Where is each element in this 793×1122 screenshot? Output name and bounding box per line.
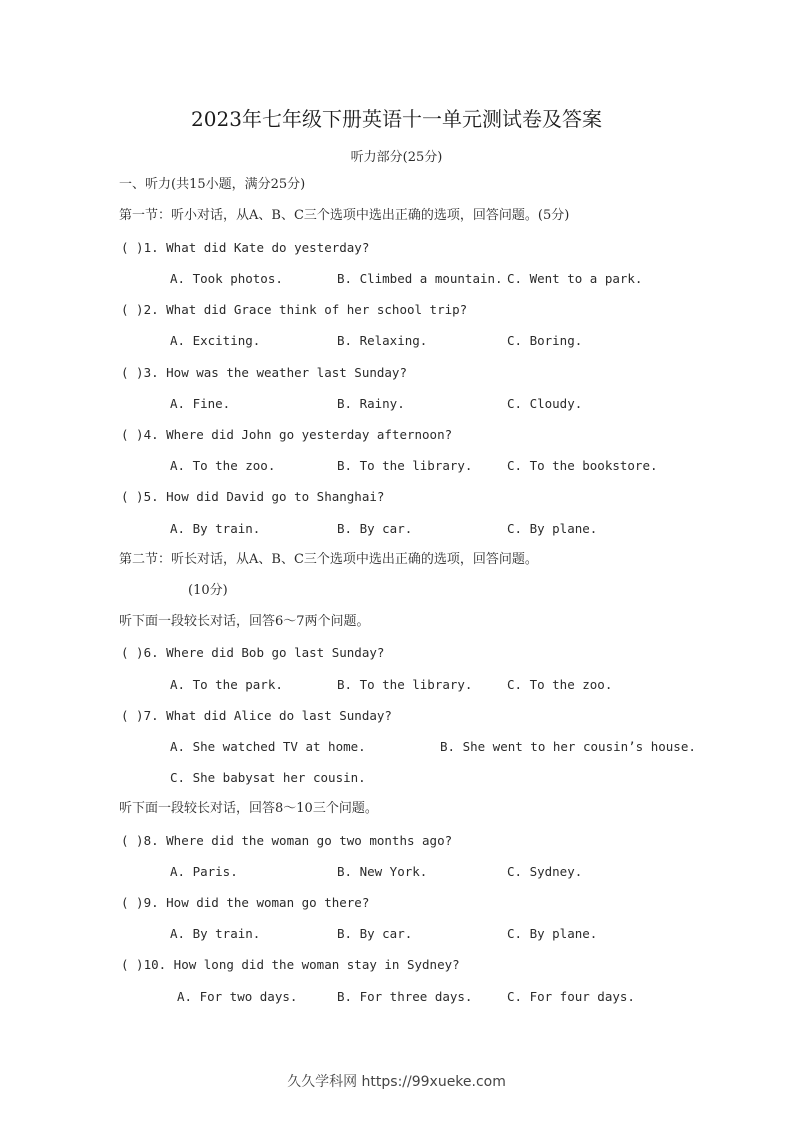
section-heading: 第二节：听长对话，从A、B、C三个选项中选出正确的选项，回答问题。: [119, 552, 538, 567]
question-text: ( )8. Where did the woman go two months ago?: [121, 833, 453, 848]
option-a: A. By train.: [170, 521, 261, 536]
option-b: B. To the library.: [337, 458, 473, 473]
option-c: C. Sydney.: [507, 864, 583, 879]
option-a: A. She watched TV at home.: [170, 739, 366, 754]
option-a: A. Exciting.: [170, 333, 261, 348]
question-text: ( )1. What did Kate do yesterday?: [121, 240, 370, 255]
option-b: B. By car.: [337, 926, 413, 941]
option-b: B. Rainy.: [337, 396, 405, 411]
option-a: A. To the park.: [170, 677, 283, 692]
part-heading: 一、听力(共15小题，满分25分): [119, 177, 306, 192]
dialogue-intro: 听下面一段较长对话，回答8～10三个问题。: [119, 801, 378, 816]
option-c: C. Cloudy.: [507, 396, 583, 411]
listening-subtitle: 听力部分(25分): [350, 150, 443, 165]
option-b: B. Climbed a mountain.: [337, 271, 503, 286]
option-c: C. To the zoo.: [507, 677, 613, 692]
page-title: 2023年七年级下册英语十一单元测试卷及答案: [191, 107, 602, 131]
footer-watermark: 久久学科网 https://99xueke.com: [287, 1074, 506, 1090]
section-heading: 第一节：听小对话，从A、B、C三个选项中选出正确的选项，回答问题。(5分): [119, 208, 570, 223]
option-c: C. Boring.: [507, 333, 583, 348]
question-text: ( )3. How was the weather last Sunday?: [121, 365, 407, 380]
question-text: ( )10. How long did the woman stay in Sydney?: [121, 957, 460, 972]
option-c: C. Went to a park.: [507, 271, 643, 286]
option-b: B. By car.: [337, 521, 413, 536]
option-b: B. She went to her cousin’s house.: [440, 739, 696, 754]
option-a: A. Took photos.: [170, 271, 283, 286]
option-b: B. For three days.: [337, 989, 473, 1004]
question-text: ( )4. Where did John go yesterday afternoon?: [121, 427, 453, 442]
option-a: A. By train.: [170, 926, 261, 941]
question-text: ( )2. What did Grace think of her school trip?: [121, 302, 468, 317]
option-c: C. By plane.: [507, 521, 598, 536]
option-a: A. Fine.: [170, 396, 231, 411]
option-c: C. For four days.: [507, 989, 635, 1004]
option-b: B. New York.: [337, 864, 428, 879]
option-a: A. Paris.: [170, 864, 238, 879]
dialogue-intro: 听下面一段较长对话，回答6～7两个问题。: [119, 614, 370, 629]
option-b: B. Relaxing.: [337, 333, 428, 348]
option-c: C. She babysat her cousin.: [170, 770, 366, 785]
question-text: ( )5. How did David go to Shanghai?: [121, 489, 385, 504]
option-c: C. To the bookstore.: [507, 458, 658, 473]
section-score: (10分): [188, 583, 228, 598]
question-text: ( )6. Where did Bob go last Sunday?: [121, 645, 385, 660]
option-b: B. To the library.: [337, 677, 473, 692]
option-a: A. For two days.: [177, 989, 298, 1004]
option-a: A. To the zoo.: [170, 458, 276, 473]
question-text: ( )9. How did the woman go there?: [121, 895, 370, 910]
option-c: C. By plane.: [507, 926, 598, 941]
question-text: ( )7. What did Alice do last Sunday?: [121, 708, 392, 723]
